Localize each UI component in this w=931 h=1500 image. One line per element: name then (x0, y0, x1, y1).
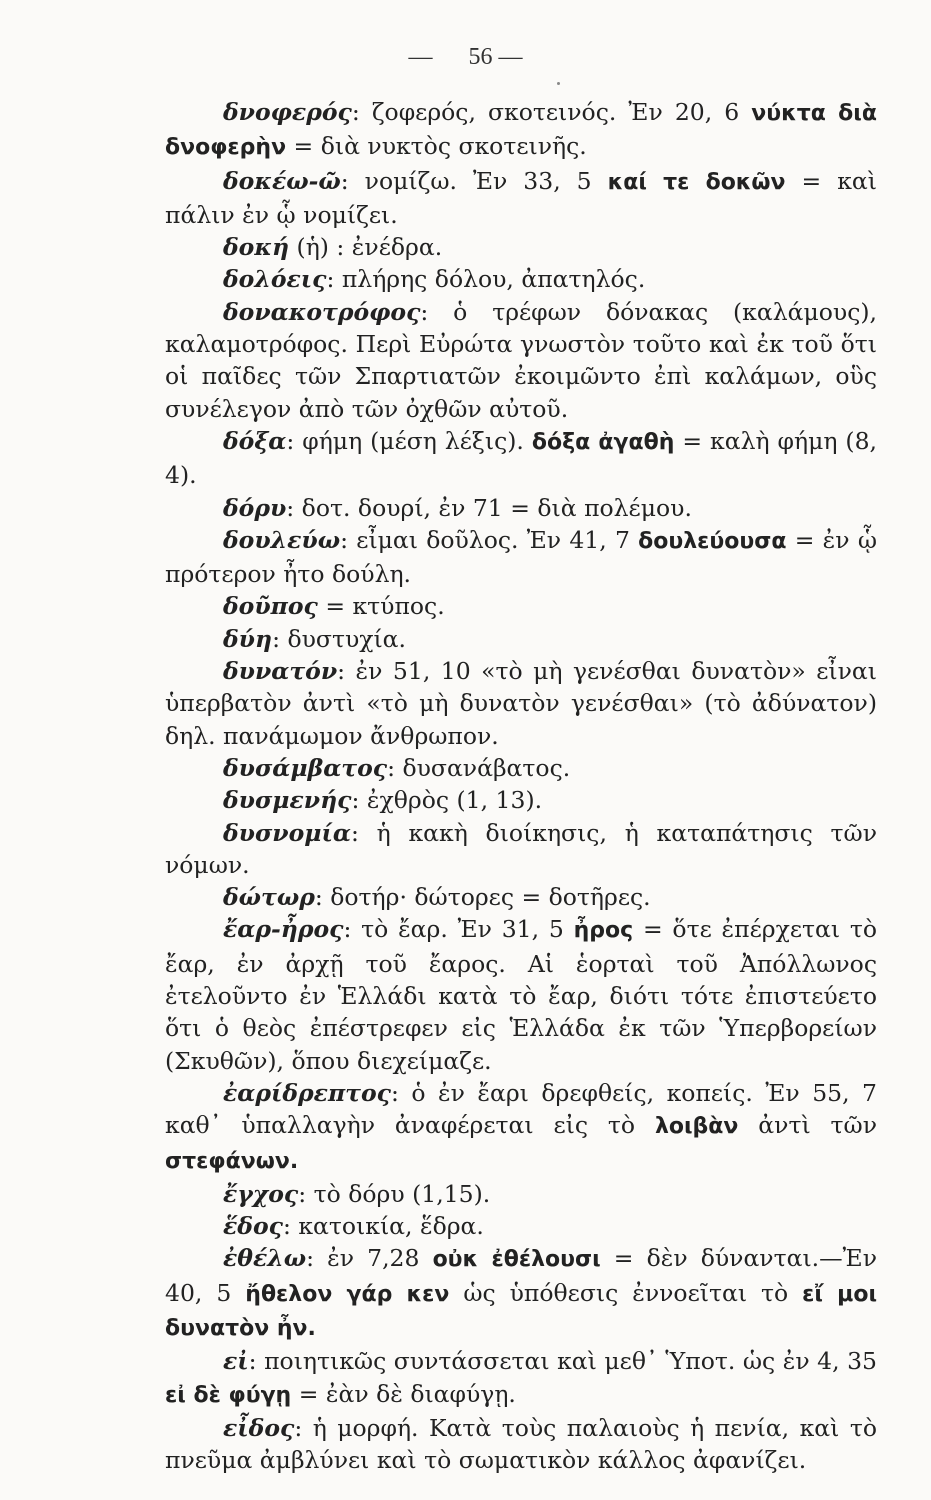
entry-text: : ὁ τρέφων δόνακας (καλάμους), καλαμοτρόφος. Περὶ Εὐρώτα γνωστὸν τοῦτο καὶ ἐκ τοῦ ὅτι οἱ παῖδες τῶν Σπαρτιατῶν ἐκοιμῶντο ἐπὶ καλάμων, οὓς συνέλεγον ἀπὸ τῶν ὀχθῶν αὐτοῦ. (165, 297, 877, 423)
entry-text: = ἐν ᾧ πρότερον ἦτο δούλη. (165, 525, 877, 589)
dictionary-entry (165, 881, 877, 913)
entry-text: = κτύπος. (317, 592, 445, 621)
bold-citation: οὐκ ἐθέλουσι (432, 1247, 601, 1273)
bold-citation: καί τε δοκῶν (607, 169, 786, 195)
entry-headword: ἐαρίδρεπτος (223, 1078, 391, 1107)
dictionary-entry (165, 623, 877, 655)
entry-text: : εἶμαι δοῦλος. Ἐν 41, 7 (340, 525, 639, 554)
bold-citation: δόξα ἀγαθὴ (531, 429, 675, 455)
entry-text: ὡς ὑπόθεσις ἐννοεῖται τὸ (449, 1278, 803, 1307)
dictionary-entry (165, 1210, 877, 1242)
entry-headword: δόξα (223, 426, 287, 455)
entry-text: : ἐν 51, 10 «τὸ μὴ γενέσθαι δυνατὸν» εἶναι ὑπερβατὸν ἀντὶ «τὸ μὴ δυνατὸν γενέσθαι» (τὸ ἀδύνατον) δηλ. πανάμωμον ἄνθρωπον. (165, 657, 877, 750)
entry-headword: δοκή (223, 233, 290, 262)
dictionary-entry (165, 524, 877, 591)
entry-headword: εἶδος (223, 1413, 295, 1442)
bold-citation: νύκτα διὰ δνοφερὴν (165, 101, 877, 161)
bold-citation: εἰ δὲ φύγῃ (165, 1382, 292, 1408)
entry-headword: δοῦπος (223, 592, 318, 621)
entry-text: : ποιητικῶς συντάσσεται καὶ μεθ᾽ Ὑποτ. ὡς ἐν 4, 35 (248, 1347, 877, 1376)
dictionary-entry (165, 913, 877, 1076)
entry-list (165, 96, 877, 1476)
entry-headword: δοκέω-ῶ (223, 166, 341, 195)
entry-text: : δοτήρ· δώτορες = δοτῆρες. (314, 883, 651, 912)
entry-headword: ἔαρ-ἦρος (223, 915, 344, 944)
entry-text: (ἡ) : ἐνέδρα. (289, 233, 443, 262)
page-number: — 56 — (408, 44, 523, 70)
dictionary-entry (165, 784, 877, 816)
dictionary-entry (165, 296, 877, 425)
entry-text: = ὅτε ἐπέρχεται τὸ ἔαρ, ἐν ἀρχῇ τοῦ ἔαρος. Αἱ ἑορταὶ τοῦ Ἀπόλλωνος ἐτελοῦντο ἐν Ἑλλάδι κατὰ τὸ ἔαρ, διότι τότε ἐπιστεύετο ὅτι ὁ θεὸς ἐπέστρεφεν εἰς Ἑλλάδα ἐκ τῶν Ὑπερβορείων (Σκυθῶν), ὅπου διεχείμαζε. (165, 915, 877, 1075)
entry-headword: δυσμενής (223, 786, 352, 815)
entry-text: : ἐν 7,28 (306, 1244, 433, 1273)
entry-text: : δυστυχία. (272, 624, 407, 653)
dictionary-entry (165, 655, 877, 752)
entry-text: : φήμη (μέση λέξις). (286, 426, 532, 455)
dictionary-entry (165, 263, 877, 295)
dictionary-entry (165, 590, 877, 622)
dictionary-entry (165, 96, 877, 165)
dictionary-entry (165, 231, 877, 263)
dictionary-entry (165, 492, 877, 524)
entry-headword: δυνατόν (223, 657, 338, 686)
bold-citation: δουλεύουσα (638, 528, 787, 554)
dictionary-entry (165, 1345, 877, 1412)
entry-text: = δὲν δύνανται.—Ἐν 40, 5 (165, 1244, 877, 1307)
dictionary-entry (165, 1242, 877, 1345)
entry-text: = καλὴ φήμη (8, 4). (165, 426, 877, 490)
page-number-value: 56 (468, 44, 493, 70)
entry-headword: δύη (223, 624, 273, 653)
entry-headword: ἐθέλω (223, 1244, 307, 1273)
dictionary-entry (165, 1178, 877, 1210)
entry-headword: εἰ (223, 1347, 249, 1376)
entry-text: : κατοικία, ἕδρα. (282, 1212, 484, 1241)
entry-text: : δοτ. δουρί, ἐν 71 = διὰ πολέμου. (286, 493, 692, 522)
dictionary-entry (165, 1077, 877, 1178)
entry-headword: ἔγχος (223, 1179, 299, 1208)
bold-citation: λοιβὰν (654, 1114, 739, 1140)
entry-headword: ἕδος (223, 1212, 283, 1241)
dictionary-entry (165, 817, 877, 882)
entry-text: : ὁ ἐν ἔαρι δρεφθείς, κοπείς. Ἐν 55, 7 καθ᾽ ὑπαλλαγὴν ἀναφέρεται εἰς τὸ (165, 1078, 877, 1140)
entry-headword: δονακοτρόφος (223, 297, 421, 326)
entry-text: = καὶ πάλιν ἐν ᾧ νομίζει. (165, 166, 877, 229)
entry-headword: δουλεύω (223, 525, 341, 554)
entry-headword: δυσνομία (223, 818, 351, 847)
entry-text: : ἡ μορφή. Κατὰ τοὺς παλαιοὺς ἡ πενία, καὶ τὸ πνεῦμα ἀμβλύνει καὶ τὸ σωματικὸν κάλλος ἀφανίζει. (165, 1413, 877, 1475)
ink-speck (557, 82, 560, 85)
bold-citation: ἦρος (573, 918, 634, 944)
bold-citation: στεφάνων. (165, 1148, 299, 1174)
dictionary-entry (165, 752, 877, 784)
bold-citation: εἴ μοι δυνατὸν ἦν. (165, 1281, 878, 1341)
entry-text: = διὰ νυκτὸς σκοτεινῆς. (286, 132, 587, 161)
bold-citation: ἤθελον γάρ κεν (245, 1281, 450, 1307)
dictionary-entry (165, 1412, 877, 1477)
dictionary-entry (165, 165, 877, 232)
entry-headword: δόρυ (223, 493, 287, 522)
entry-text: : τὸ δόρυ (1,15). (298, 1179, 491, 1208)
entry-text: : ζοφερός, σκοτεινός. Ἐν 20, 6 (351, 98, 752, 126)
entry-text: : νομίζω. Ἐν 33, 5 (340, 166, 608, 195)
entry-headword: δνοφερός (223, 98, 352, 126)
entry-text: = ἐὰν δὲ διαφύγῃ. (291, 1379, 516, 1408)
entry-text: : δυσανάβατος. (387, 753, 571, 782)
entry-text: : πλήρης δόλου, ἀπατηλός. (326, 265, 646, 294)
entry-headword: δυσάμβατος (223, 753, 388, 782)
entry-headword: δολόεις (223, 265, 327, 294)
entry-text: : ἡ κακὴ διοίκησις, ἡ καταπάτησις τῶν νόμων. (165, 818, 877, 879)
entry-headword: δώτωρ (223, 883, 315, 912)
dictionary-entry (165, 425, 877, 492)
entry-text: : ἐχθρὸς (1, 13). (351, 786, 543, 815)
entry-text: : τὸ ἔαρ. Ἐν 31, 5 (343, 915, 574, 944)
entry-text: ἀντὶ τῶν (738, 1111, 877, 1140)
